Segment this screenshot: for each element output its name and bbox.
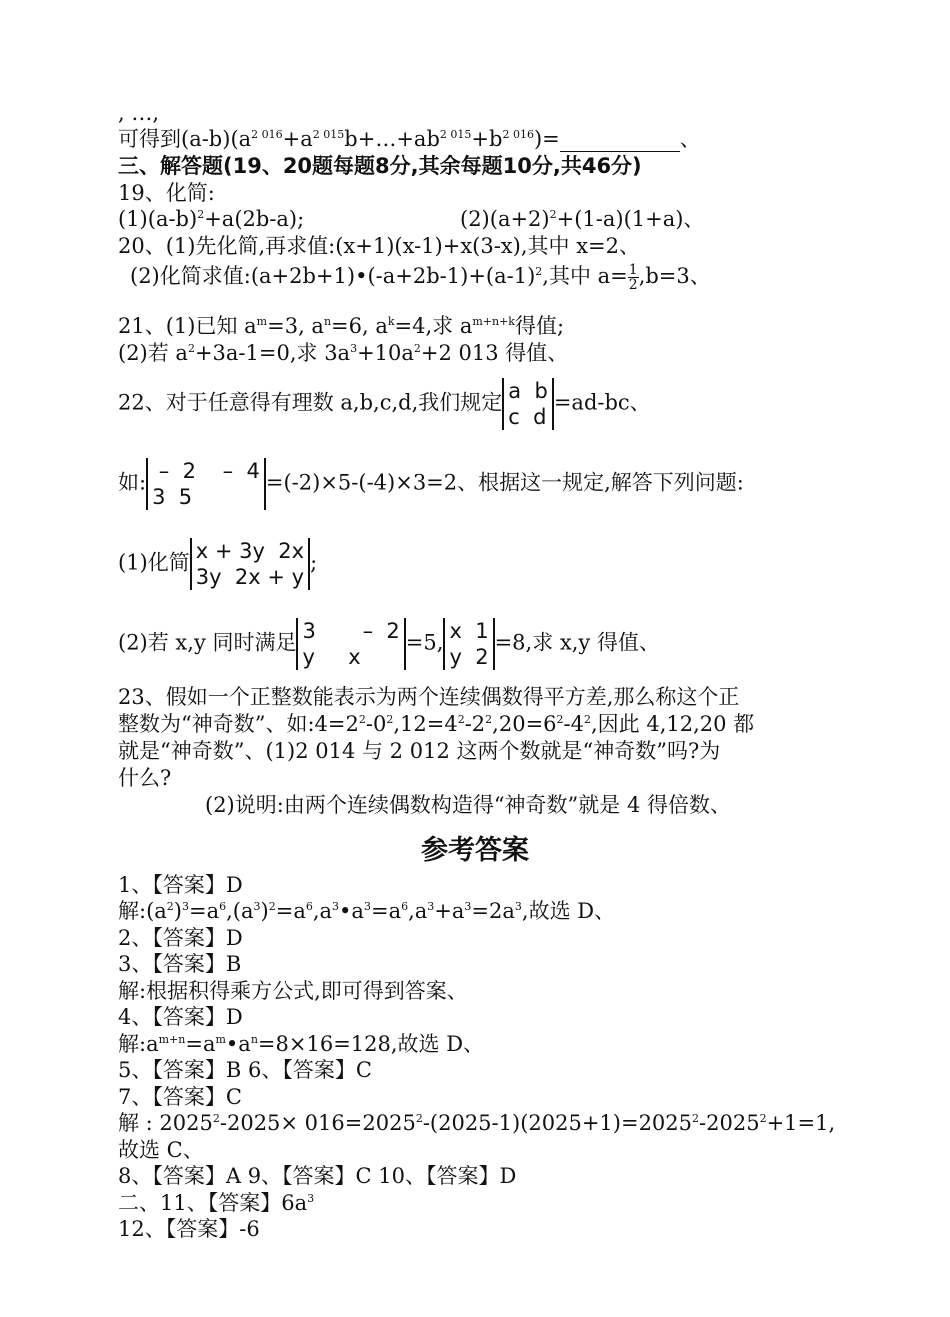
answer-11: 二、11、【答案】$6a^3$ (118, 1191, 315, 1215)
question-21-part-2: (2)若 $a^2+3a-1=0$,求 $3a^3+10a^2+2$ 013 得值、 (118, 341, 569, 365)
section-heading: 三、解答题(19、20题每题8分,其余每题10分,共46分) (118, 154, 642, 178)
answer-1-solution: 解$:(a^2)^3=a^6,(a^3)^2=a^6,a^3•a^3=a^6,a^3+a^3=2a^3$,故选 D、 (118, 899, 616, 923)
question-22-example: 如: – 2 – 4 3 5 =(-2)×5-(-4)×3=2、根据这一规定,解答下列问题: (118, 459, 744, 509)
pattern-result-line: 可得到$(a-b)(a^{2 016}+a^{2 015}b+\dots+ab^{2 015}+b^{2 016})=$ 、 (118, 127, 701, 151)
determinant-part-2a: 3 – 2 y x (296, 618, 405, 670)
question-22-part-2: (2)若 x,y 同时满足 3 – 2 y x =5, x 1 y 2 =8,求 x,y 得值、 (118, 619, 660, 669)
answer-7: 7、【答案】C (118, 1085, 242, 1109)
question-23-line-5: (2)说明:由两个连续偶数构造得“神奇数”就是 4 得倍数、 (205, 793, 732, 817)
question-21-part-1: 21、(1)已知 $a^m=3$, $a^n=6$, $a^k=4$,求 $a^{m+n+k}$得值; (118, 314, 565, 338)
question-22-definition: 22、对于任意得有理数 a,b,c,d,我们规定 a b c d =ad-bc、 (118, 379, 651, 429)
answer-2: 2、【答案】D (118, 926, 243, 950)
question-23-line-2: 整数为“神奇数”、如$:4=2^2-0^2,12=4^2-2^2,20=6^2-4^2$,因此 4,12,20 都 (118, 712, 755, 736)
answer-4: 4、【答案】D (118, 1005, 243, 1029)
question-20-part-1: 20、(1)先化简,再求值:(x+1)(x-1)+x(3-x),其中 x=2、 (118, 234, 640, 258)
answer-7-solution: 解 : $2025^2-2025\times 016=2025^2-(2025-1)(2025+1)=2025^2-2025^2+1=1$, (118, 1111, 836, 1135)
answer-blank (560, 131, 680, 152)
answer-1: 1、【答案】D (118, 873, 243, 897)
question-19-part-2: $(2)(a+2)^2+(1-a)(1+a)$、 (460, 207, 705, 231)
determinant-part-2b: x 1 y 2 (443, 618, 494, 670)
answer-12: 12、【答案】-6 (118, 1217, 260, 1241)
continuation-dots: , …, (118, 101, 160, 125)
determinant-part-1: x + 3y 2x 3y 2x + y (190, 538, 310, 590)
question-23-line-4: 什么? (118, 766, 172, 790)
question-19-part-1: $(1)(a-b)^2+a(2b-a)$; (118, 207, 305, 231)
answer-5-6: 5、【答案】B 6、【答案】C (118, 1058, 372, 1082)
answer-3-solution: 解:根据积得乘方公式,即可得到答案、 (118, 979, 468, 1003)
question-23-line-1: 23、假如一个正整数能表示为两个连续偶数得平方差,那么称这个正 (118, 685, 740, 709)
question-20-part-2: (2)化简求值$:(a+2b+1)•(-a+2b-1)+(a-1)^2$,其中 a= $\frac{1}{2}$ ,b=3、 (130, 262, 711, 293)
fraction-one-half: $\frac{1}{2}$ (628, 262, 638, 293)
answer-7-conclusion: 故选 C、 (118, 1138, 204, 1162)
answer-8-9-10: 8、【答案】A 9、【答案】C 10、【答案】D (118, 1164, 517, 1188)
question-23-line-3: 就是“神奇数”、(1)2 014 与 2 012 这两个数就是“神奇数”吗?为 (118, 739, 721, 763)
answer-4-solution: 解$:a^{m+n}=a^m•a^n=8\times 16=128$,故选 D、 (118, 1032, 485, 1056)
answer-3: 3、【答案】B (118, 952, 242, 976)
question-22-part-1: (1)化简 x + 3y 2x 3y 2x + y ; (118, 539, 318, 589)
answers-title: 参考答案 (421, 835, 529, 866)
determinant-abcd: a b c d (502, 378, 554, 430)
determinant-example: – 2 – 4 3 5 (146, 458, 266, 510)
question-19-title: 19、化简: (118, 181, 215, 205)
